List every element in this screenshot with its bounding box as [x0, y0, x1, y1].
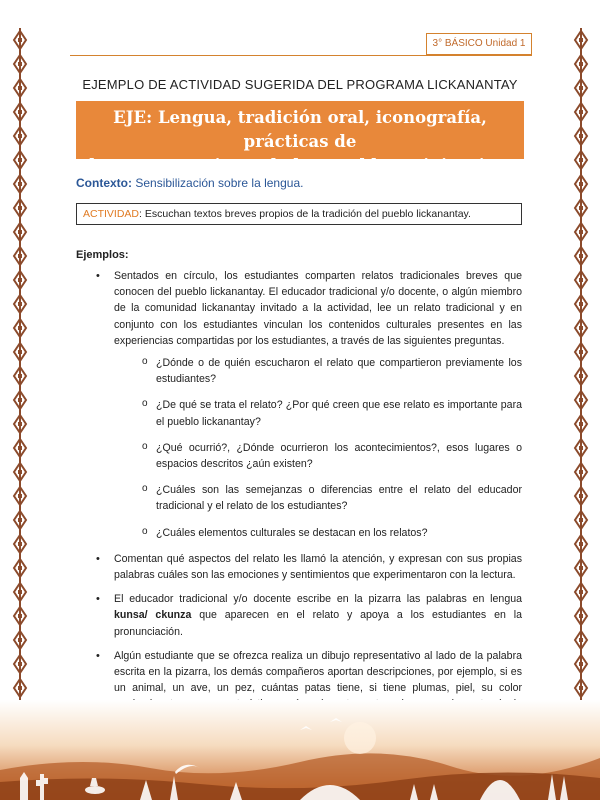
- question-item: o ¿Cuáles son las semejanzas o diferencias entre el relato del educador tradicional y el relato de los estudiantes?: [114, 482, 522, 514]
- actividad-box: [76, 203, 522, 225]
- eje-line-2: lectura y escritura de los pueblos originarios.: [89, 156, 511, 175]
- header-rule: [70, 55, 532, 56]
- list-item: [76, 591, 522, 640]
- bullet-1-text: Sentados en círculo, los estudiantes comparten relatos tradicionales breves que conocen del pueblo lickanantay. El educador tradicional y/o docente, o algún miembro de la comunidad lickanantay invitado a la actividad, lee un relato tradicional y en conjunto con los estudiantes vinculan los contenidos culturales presentes en las experiencias compartidas por los estudiantes, a través de las siguientes preguntas.: [114, 270, 522, 347]
- bullet-3-pre: El educador tradicional y/o docente escribe en la pizarra las palabras en lengua: [114, 593, 522, 606]
- footer-landscape-illustration: [0, 700, 600, 800]
- eje-banner: [76, 101, 524, 175]
- examples-content: [76, 268, 522, 753]
- list-item: [76, 268, 522, 541]
- right-decorative-border: [573, 28, 589, 700]
- question-item: o ¿Dónde o de quién escucharon el relato que compartieron previamente los estudiantes?: [114, 355, 522, 387]
- actividad-value: : Escuchan textos breves propios de la tradición del pueblo lickanantay.: [139, 208, 471, 220]
- examples-list: [76, 268, 522, 745]
- question-list: [114, 355, 522, 541]
- bullet-3-post: que aparecen en el relato y apoya a los estudiantes en la pronunciación.: [114, 609, 523, 638]
- contexto-label: Contexto:: [76, 176, 132, 190]
- bullet-3-bold: kunsa/ ckunza: [114, 609, 192, 622]
- actividad-label: ACTIVIDAD: [83, 208, 140, 220]
- left-decorative-border: [12, 28, 28, 700]
- question-item: o ¿De qué se trata el relato? ¿Por qué creen que ese relato es importante para el pueblo lickanantay?: [114, 397, 522, 429]
- contexto: [76, 176, 303, 190]
- question-item: o ¿Cuáles elementos culturales se destacan en los relatos?: [114, 525, 522, 541]
- eje-line-1: EJE: Lengua, tradición oral, iconografía, prácticas de: [113, 108, 487, 151]
- unit-tag: 3° BÁSICO Unidad 1: [426, 33, 532, 55]
- contexto-value: Sensibilización sobre la lengua.: [135, 176, 304, 190]
- ejemplos-label: Ejemplos:: [76, 249, 129, 261]
- list-item: • Algún estudiante que se ofrezca realiza un dibujo representativo al lado de la palabra escrita en la pizarra, los demás compañeros aportan descripciones, por ejemplo, si es un animal, un ave, un pez, cuántas patas tiene, si tiene plumas, piel, su color: [76, 648, 522, 745]
- document-title: EJEMPLO DE ACTIVIDAD SUGERIDA DEL PROGRAMA LICKANANTAY: [82, 77, 518, 92]
- list-item: • Comentan qué aspectos del relato les llamó la atención, y expresan con sus propias palabras cuáles son las emociones y sentimientos que experimentaron con la lectura.: [76, 551, 522, 583]
- question-item: o ¿Qué ocurrió?, ¿Dónde ocurrieron los acontecimientos?, esos lugares o espacios descritos ¿aún existen?: [114, 440, 522, 472]
